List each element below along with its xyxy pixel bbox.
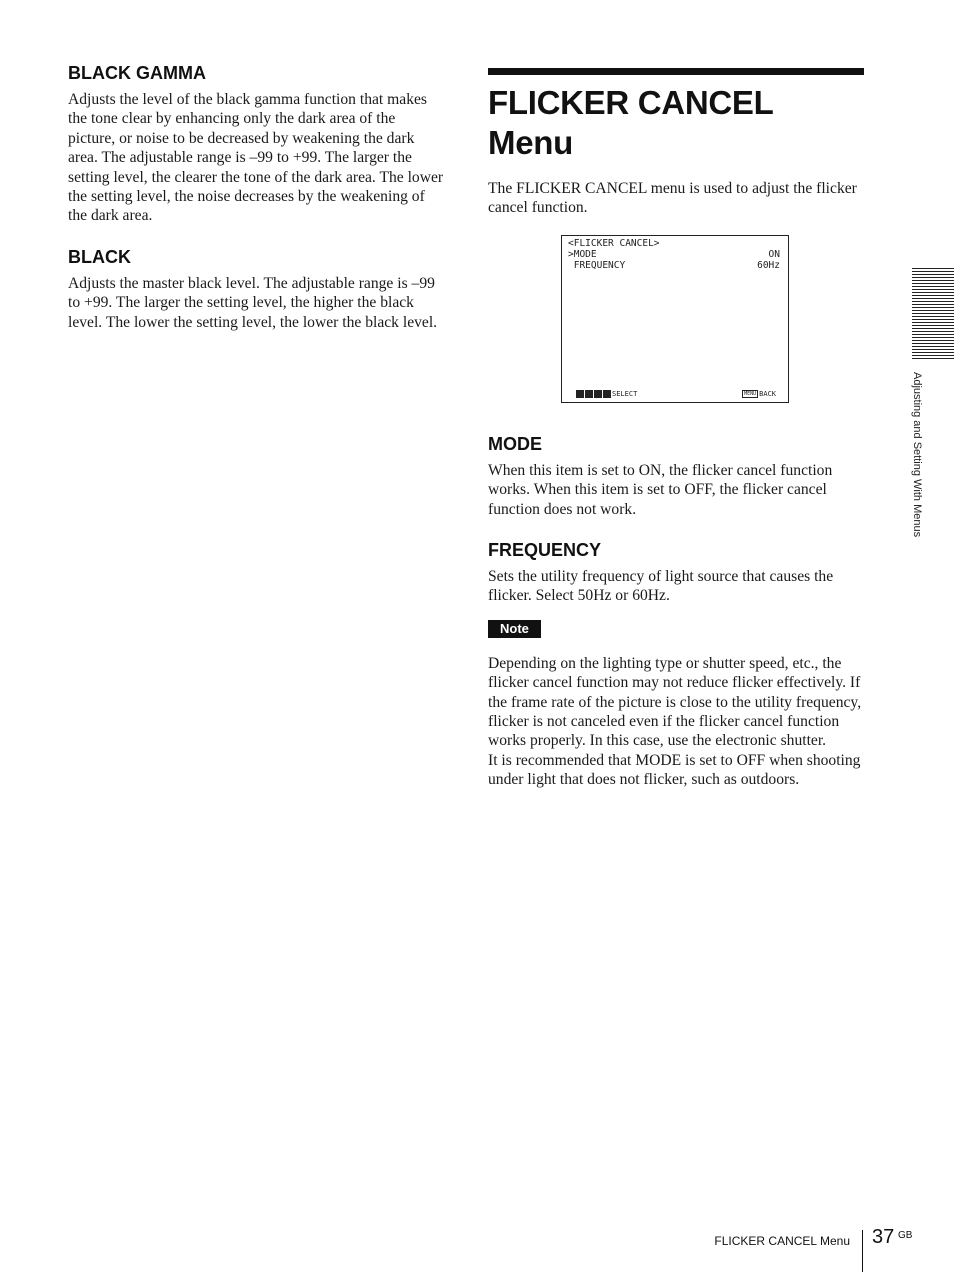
frequency-body: Sets the utility frequency of light source that causes the flicker. Select 50Hz or 60Hz.	[488, 568, 834, 605]
intro-text: The FLICKER CANCEL menu is used to adjust the flicker cancel function.	[488, 180, 857, 217]
black-gamma-heading: BLACK GAMMA	[68, 63, 206, 83]
black-section	[68, 246, 446, 332]
arrow-key-icon	[603, 390, 611, 398]
title-rule	[488, 68, 864, 75]
side-thumb-tab	[912, 268, 954, 360]
page-title: FLICKER CANCEL Menu	[488, 84, 773, 161]
screen-row-frequency: FREQUENCY 60Hz	[568, 259, 780, 271]
frequency-section	[488, 539, 864, 606]
page-suffix: GB	[898, 1230, 913, 1241]
note-badge: Note	[488, 620, 541, 638]
mode-heading: MODE	[488, 433, 542, 454]
arrow-key-icon	[594, 390, 602, 398]
mode-body: When this item is set to ON, the flicker cancel function works. When this item is set to OFF, the flicker cancel function does not work.	[488, 461, 833, 518]
menu-key-icon: MENU	[744, 390, 757, 397]
footer-divider	[862, 1230, 863, 1272]
frequency-heading: FREQUENCY	[488, 540, 602, 561]
black-gamma-section	[68, 62, 446, 226]
footer-title: FLICKER CANCEL Menu	[714, 1234, 850, 1248]
screen-header: <FLICKER CANCEL>	[568, 237, 660, 249]
note-paragraph-2: It is recommended that MODE is set to OFF when shooting under light that does not flicker, such as outdoors.	[488, 751, 861, 789]
screen-back-hint: MENU BACK	[744, 389, 776, 398]
black-heading: BLACK	[68, 246, 131, 267]
screen-select-hint: SELECT	[576, 390, 637, 398]
left-column	[68, 62, 446, 352]
mode-section	[488, 433, 864, 519]
menu-screen-illustration	[561, 235, 789, 403]
page-number: 37	[872, 1226, 895, 1248]
black-body: Adjusts the master black level. The adjustable range is –99 to +99. The larger the setting level, the higher the black level. The lower the setting level, the lower the black level.	[68, 274, 438, 331]
right-column	[488, 68, 864, 790]
black-gamma-body: Adjusts the level of the black gamma function that makes the tone clear by enhancing only the dark area of the picture, or noise to be decreased by weakening the dark area. The adjustable range is –99 to +99. The larger the setting level, the clearer the tone of the dark area. The lower the setting level, the noise decreases by the weakening of the dark area.	[68, 91, 444, 225]
arrow-key-icon	[576, 390, 584, 398]
note-paragraph-1: Depending on the lighting type or shutter speed, etc., the flicker cancel function may not reduce flicker effectively. If the frame rate of the picture is close to the utility frequency, flicker is not canceled even if the flicker cancel function works properly. In this case, use the electronic shutter.	[488, 654, 862, 750]
screen-row-mode: >MODE ON	[568, 248, 780, 260]
side-tab-label: Adjusting and Setting With Menus	[911, 372, 923, 538]
arrow-key-icon	[585, 390, 593, 398]
